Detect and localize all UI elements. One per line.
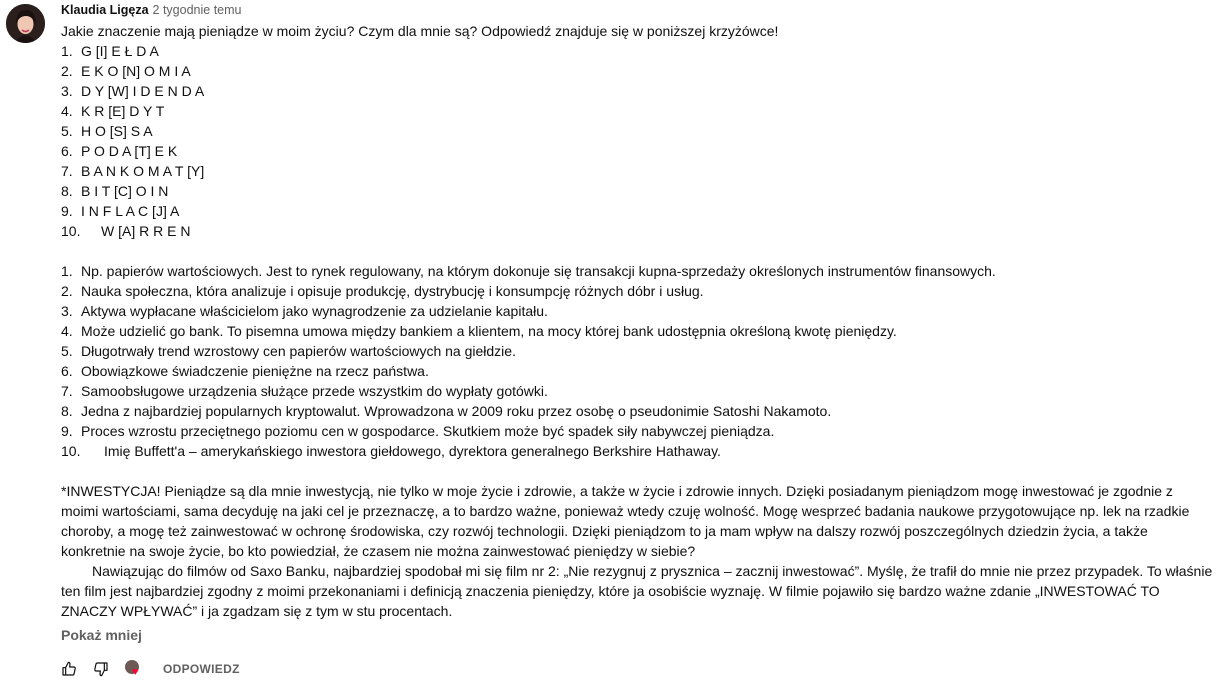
comment-header (61, 2, 1213, 18)
crossword-row-text: E K O [N] O M I A (81, 63, 191, 79)
clue-row-text: Imię Buffett'a – amerykańskiego inwestora giełdowego, dyrektora generalnego Berkshire Hathaway. (104, 443, 721, 459)
comment-body (61, 2, 1213, 645)
crossword-row-9 (61, 201, 1213, 221)
clue-row-7 (61, 381, 1213, 401)
clue-row-8 (61, 401, 1213, 421)
clue-row-3 (61, 301, 1213, 321)
thumbs-up-icon[interactable] (61, 661, 77, 677)
clue-row-text: Może udzielić go bank. To pisemna umowa między bankiem a klientem, na mocy której bank udostępnia określoną kwotę pieniędzy. (81, 323, 897, 339)
crossword-row-1 (61, 41, 1213, 61)
clue-row-9 (61, 421, 1213, 441)
heart-icon: ♥ (132, 666, 139, 678)
crossword-row-number: 8. (61, 183, 73, 199)
creator-heart (125, 660, 143, 678)
crossword-row-text: H O [S] S A (81, 123, 153, 139)
crossword-row-number: 4. (61, 103, 73, 119)
crossword-row-8 (61, 181, 1213, 201)
clue-row-number: 1. (61, 263, 73, 279)
clue-row-number: 2. (61, 283, 73, 299)
comment-intro: Jakie znaczenie mają pieniądze w moim życiu? Czym dla mnie są? Odpowiedź znajduje się w poniższej krzyżówce! (61, 23, 779, 39)
crossword-row-text: B A N K O M A T [Y] (81, 163, 205, 179)
crossword-row-number: 3. (61, 83, 73, 99)
thumbs-down-icon[interactable] (93, 661, 109, 677)
clue-row-number: 9. (61, 423, 73, 439)
clue-row-text: Jedna z najbardziej popularnych kryptowalut. Wprowadzona w 2009 roku przez osobę o pseudonimie Satoshi Nakamoto. (81, 403, 832, 419)
comment-paragraph-2 (61, 561, 1213, 621)
clue-row-number: 5. (61, 343, 73, 359)
clue-row-2 (61, 281, 1213, 301)
clue-row-4 (61, 321, 1213, 341)
clue-row-1 (61, 261, 1213, 281)
crossword-row-3 (61, 81, 1213, 101)
clue-row-text: Długotrwały trend wzrostowy cen papierów wartościowych na giełdzie. (81, 343, 516, 359)
crossword-row-7 (61, 161, 1213, 181)
crossword-row-number: 1. (61, 43, 73, 59)
crossword-row-number: 7. (61, 163, 73, 179)
clue-row-text: Obowiązkowe świadczenie pieniężne na rzecz państwa. (81, 363, 429, 379)
show-less-button[interactable]: Pokaż mniej (61, 627, 142, 643)
crossword-row-text: G [I] E Ł D A (81, 43, 159, 59)
clue-row-text: Np. papierów wartościowych. Jest to rynek regulowany, na którym dokonuje się transakcji kupna-sprzedaży określonych instrumentów finansowych. (81, 263, 996, 279)
clues-list (61, 261, 1213, 461)
author-name[interactable]: Klaudia Ligęza (61, 3, 149, 17)
clue-row-text: Nauka społeczna, która analizuje i opisuje produkcję, dystrybucję i konsumpcję różnych dóbr i usług. (81, 283, 704, 299)
crossword-row-2 (61, 61, 1213, 81)
crossword-row-text: D Y [W] I D E N D A (81, 83, 205, 99)
crossword-row-text: W [A] R R E N (101, 223, 191, 239)
reply-button[interactable]: ODPOWIEDZ (163, 662, 240, 676)
clue-row-6 (61, 361, 1213, 381)
clue-row-text: Aktywa wypłacane właścicielom jako wynagrodzenie za udzielanie kapitału. (81, 303, 548, 319)
author-avatar[interactable] (6, 4, 45, 43)
crossword-row-4 (61, 101, 1213, 121)
comment-paragraph-1: *INWESTYCJA! Pieniądze są dla mnie inwestycją, nie tylko w moje życie i zdrowie, a także w życie i zdrowie innych. Dzięki posiadanym pieniądzom mogę inwestować je zgodnie z moimi wartościami, sama decyduję na jaki cel je przeznaczę, a to bardzo ważne, ponieważ wtedy czuję wolność. Mogę wesprzeć badania naukowe przygotowujące np. lek na rzadkie choroby, a mogę też zainwestować w ochronę środowiska, czy rozwój technologii. Dzięki pieniądzom to ja mam wpływ na dalszy rozwój poszczególnych dziedzin życia, a także konkretnie na swoje życie, bo kto powiedział, że czasem nie można zainwestować pieniędzy w siebie? (61, 483, 1190, 559)
comment-text (61, 21, 1213, 621)
crossword-row-number: 2. (61, 63, 73, 79)
comment-time[interactable]: 2 tygodnie temu (152, 3, 242, 17)
comment-actions (61, 660, 240, 678)
clue-row-number: 6. (61, 363, 73, 379)
clue-row-number: 3. (61, 303, 73, 319)
crossword-row-text: K R [E] D Y T (81, 103, 165, 119)
clue-row-5 (61, 341, 1213, 361)
comment-paragraph-2-text: Nawiązując do filmów od Saxo Banku, najbardziej spodobał mi się film nr 2: „Nie rezygnuj z prysznica – zacznij inwestować”. Myślę, że trafił do mnie nie przez przypadek. To właśnie ten film jest najbardziej zgodny z moimi przekonaniami i definicją znaczenia pieniędzy, które ja osobiście wyznaję. W filmie pojawiło się bardzo ważne zdanie „INWESTOWAĆ TO ZNACZY WPŁYWAĆ” i ja zgadzam się z tym w stu procentach. (61, 563, 1213, 619)
crossword-row-number: 10. (61, 223, 81, 239)
crossword-row-5 (61, 121, 1213, 141)
clue-row-number: 8. (61, 403, 73, 419)
crossword-row-text: I N F L A C [J] A (81, 203, 180, 219)
crossword-row-text: P O D A [T] E K (81, 143, 178, 159)
clue-row-number: 7. (61, 383, 73, 399)
crossword-row-6 (61, 141, 1213, 161)
crossword-row-number: 6. (61, 143, 73, 159)
crossword-row-number: 9. (61, 203, 73, 219)
crossword-row-number: 5. (61, 123, 73, 139)
clue-row-10 (61, 441, 1213, 461)
clue-row-text: Proces wzrostu przeciętnego poziomu cen w gospodarce. Skutkiem może być spadek siły nabywczej pieniądza. (81, 423, 775, 439)
crossword-row-text: B I T [C] O I N (81, 183, 169, 199)
clue-row-number: 4. (61, 323, 73, 339)
clue-row-number: 10. (61, 443, 81, 459)
crossword-row-10 (61, 221, 1213, 241)
clue-row-text: Samoobsługowe urządzenia służące przede wszystkim do wypłaty gotówki. (81, 383, 548, 399)
crossword-list (61, 41, 1213, 241)
